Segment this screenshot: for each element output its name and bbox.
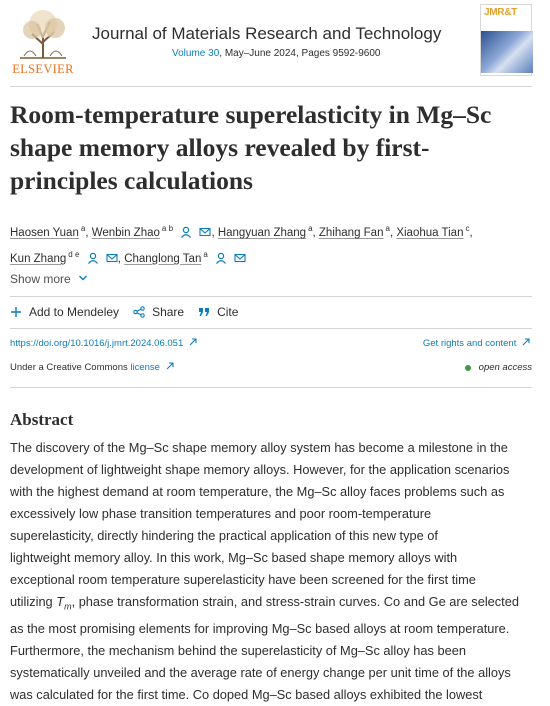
plus-icon [10,306,22,318]
author-link[interactable]: Kun Zhang [10,252,67,265]
share-button[interactable] [133,305,184,319]
abstract-line: Furthermore, the mechanism behind the superelasticity of Mg–Sc alloy has been [10,642,466,658]
license-info [10,362,174,373]
abstract-text-fragment: utilizing [10,594,53,609]
article-title [10,98,530,197]
journal-cover-thumbnail[interactable] [480,4,532,76]
person-icon[interactable] [87,252,99,264]
elsevier-logo[interactable] [10,6,76,78]
abstract-line: with the highest demand at room temperature, the Mg–Sc alloy faces problems such as [10,484,505,499]
journal-header [0,0,550,84]
abstract-text-fragment: , phase transformation strain, and stress-strain curves. Co and Ge are selected [71,594,519,609]
publisher-wordmark: ELSEVIER [12,62,74,76]
volume-link[interactable]: Volume 30 [172,48,220,59]
elsevier-tree-icon [10,6,76,62]
cover-title: JMR&T [484,7,517,18]
abstract-line: superelasticity, directly hindering the practical application of this new type of [10,528,438,543]
tm-symbol: $T_m$ [56,594,72,612]
open-access-label: open access [478,362,532,373]
affiliation-marker[interactable]: a [80,224,86,233]
affiliation-marker[interactable]: a [308,224,313,233]
cover-image [481,31,533,73]
section-divider [10,387,532,388]
abstract-line: exceptional room temperature superelasticity have been screened for the first time [10,572,476,587]
abstract-line: excessively low phase transition temperatures and poor room-temperature [10,506,432,521]
open-access-badge [465,362,532,373]
title-line: shape memory alloys revealed by first- [10,133,430,162]
external-link-icon [522,338,530,346]
abstract-line: lightweight memory alloy. In this work, Mg–Sc based shape memory alloys with [10,550,458,565]
affiliation-marker[interactable]: d e [68,249,80,259]
chevron-down-icon [78,273,88,283]
title-line: Room-temperature superelasticity in Mg–Sc [10,100,492,129]
author-link[interactable]: Xiaohua Tian [396,226,464,239]
author-link[interactable]: Changlong Tan [124,252,202,265]
share-icon [133,306,145,318]
person-icon[interactable] [180,226,192,238]
title-line: principles calculations [10,166,253,195]
email-icon[interactable] [106,252,118,264]
volume-pages: , May–June 2024, Pages 9592-9600 [219,48,381,59]
journal-title-link[interactable]: Journal of Materials Research and Technology [92,24,442,43]
journal-volume-info [172,48,381,59]
abstract-line: systematically unveiled and the average rate of energy change per unit time of the alloys [10,664,511,680]
share-label: Share [152,305,185,319]
show-more-button[interactable] [10,272,88,286]
show-more-label: Show more [10,272,71,286]
email-icon[interactable] [199,226,211,238]
cite-label: Cite [217,305,239,319]
external-link-icon [166,362,174,370]
abstract-line: was calculated for the first time. Co doped Mg–Sc based alloys exhibited the lowest [10,686,483,702]
person-icon[interactable] [215,252,227,264]
author-link[interactable]: Haosen Yuan [10,226,79,239]
quote-icon [198,306,210,318]
section-divider [10,328,532,329]
license-link[interactable]: license [130,362,160,373]
get-rights-link[interactable] [423,338,530,349]
author-link[interactable]: Hangyuan Zhang [217,226,307,239]
abstract-line [10,591,540,618]
doi-link[interactable] [10,338,197,349]
abstract-line: development of lightweight shape memory alloys. However, for the application scenarios [10,462,510,477]
get-rights-text: Get rights and content [422,338,517,349]
header-divider [10,86,532,87]
email-icon[interactable] [234,252,246,264]
article-actions [10,305,238,319]
open-access-dot-icon [465,365,471,371]
author-list: Haosen Yuan $^a$, Wenbin Zhao $^{a b}$ , Hangyuan Zhang $^a$, Zhihang Fan $^a$, Xiaohua Tian $^c$, Kun Zhang $^{d e}$ , Changlong Tan $^a$ [10,224,473,265]
affiliation-marker[interactable]: a b [161,224,174,233]
author-link[interactable]: Wenbin Zhao [91,226,160,239]
license-prefix: Under a Creative Commons [10,362,131,373]
abstract-text [10,437,540,706]
add-to-mendeley-button[interactable] [10,305,119,319]
cite-button[interactable] [198,305,238,319]
abstract-line: The discovery of the Mg–Sc shape memory alloy system has become a milestone in the [10,440,508,455]
affiliation-marker[interactable]: c [465,224,470,233]
section-divider [10,296,532,297]
affiliation-marker[interactable]: a [203,249,208,259]
affiliation-marker[interactable]: a [385,224,390,233]
abstract-line: as the most promising elements for improving Mg–Sc based alloys at room temperature. [10,620,510,636]
abstract-heading: Abstract [10,410,74,429]
external-link-icon [189,338,197,346]
tm-subscript: m [64,601,72,612]
author-link[interactable]: Zhihang Fan [318,226,384,239]
add-to-mendeley-label: Add to Mendeley [29,305,120,319]
doi-text: https://doi.org/10.1016/j.jmrt.2024.06.051 [10,338,184,349]
